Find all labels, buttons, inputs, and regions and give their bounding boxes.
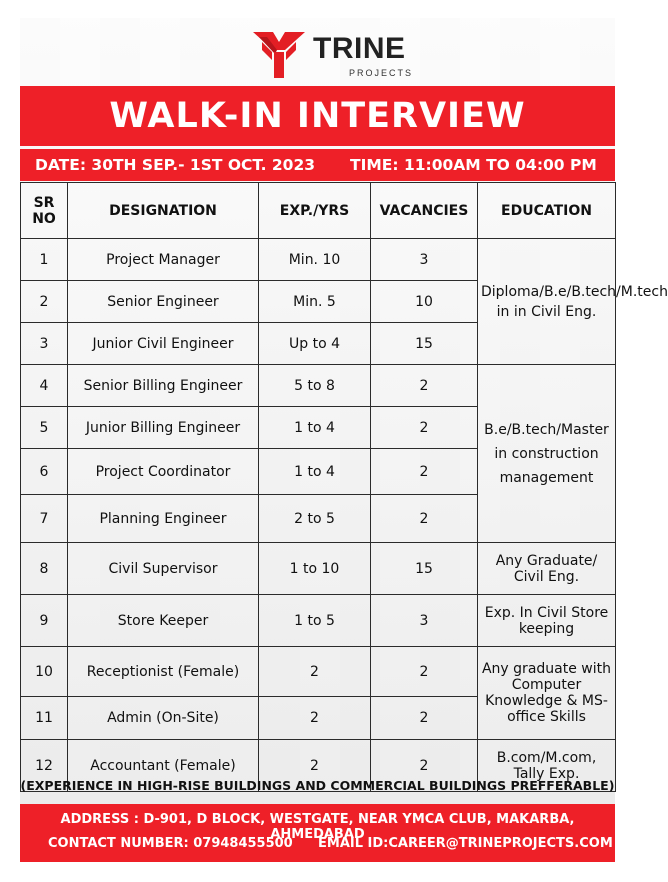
designation: Accountant (Female)	[68, 740, 259, 792]
sr-no: 5	[21, 407, 68, 449]
vacancies: 2	[371, 647, 478, 697]
sr-no: 12	[21, 740, 68, 792]
sr-no: 3	[21, 323, 68, 365]
experience-note: (EXPERIENCE IN HIGH-RISE BUILDINGS AND COMMERCIAL BUILDINGS PREFFERABLE)	[20, 778, 615, 793]
trine-logo-icon	[253, 30, 305, 78]
poster	[20, 18, 668, 862]
sr-no: 7	[21, 495, 68, 543]
designation: Admin (On-Site)	[68, 697, 259, 740]
vacancies: 15	[371, 543, 478, 595]
sr-no: 1	[21, 239, 68, 281]
vacancies: 2	[371, 697, 478, 740]
interview-date: DATE: 30TH SEP.- 1ST OCT. 2023	[35, 156, 316, 174]
header-education: EDUCATION	[478, 183, 616, 239]
address: ADDRESS : D-901, D BLOCK, WESTGATE, NEAR YMCA CLUB, MAKARBA, AHMEDABAD	[60, 812, 575, 842]
brand-name: TRINE	[313, 32, 406, 65]
contact-footer	[20, 804, 615, 862]
designation: Senior Billing Engineer	[68, 365, 259, 407]
vacancies: 3	[371, 595, 478, 647]
education-civil-eng: Diploma/B.e/B.tech/M.tech in in Civil Eng.	[478, 239, 616, 365]
sr-no: 10	[21, 647, 68, 697]
experience: 2	[259, 647, 371, 697]
vacancies: 2	[371, 365, 478, 407]
designation: Senior Engineer	[68, 281, 259, 323]
education-any-graduate: Any Graduate/ Civil Eng.	[478, 543, 616, 595]
vacancies: 2	[371, 449, 478, 495]
brand-logo	[253, 30, 423, 80]
header-designation: DESIGNATION	[68, 183, 259, 239]
sr-no: 4	[21, 365, 68, 407]
sr-no: 11	[21, 697, 68, 740]
header-sr-no: SR NO	[21, 183, 68, 239]
vacancies: 2	[371, 407, 478, 449]
experience: Min. 5	[259, 281, 371, 323]
table-row	[21, 365, 616, 407]
vacancies: 10	[371, 281, 478, 323]
designation: Project Manager	[68, 239, 259, 281]
designation: Civil Supervisor	[68, 543, 259, 595]
vacancy-table	[20, 182, 668, 792]
education-commerce: B.com/M.com, Tally Exp.	[478, 740, 616, 792]
email-address: EMAIL ID:CAREER@TRINEPROJECTS.COM	[318, 836, 613, 851]
experience: 2	[259, 740, 371, 792]
designation: Junior Civil Engineer	[68, 323, 259, 365]
brand-subtitle: PROJECTS	[349, 68, 414, 78]
designation: Planning Engineer	[68, 495, 259, 543]
sr-no: 8	[21, 543, 68, 595]
experience: 2 to 5	[259, 495, 371, 543]
experience: Up to 4	[259, 323, 371, 365]
education-computer-knowledge: Any graduate with Computer Knowledge & MS-office Skills	[478, 647, 616, 740]
page-title: WALK-IN INTERVIEW	[20, 86, 615, 146]
vacancies: 2	[371, 740, 478, 792]
experience: Min. 10	[259, 239, 371, 281]
designation: Junior Billing Engineer	[68, 407, 259, 449]
designation: Store Keeper	[68, 595, 259, 647]
education-construction-mgmt: B.e/B.tech/Master in construction management	[478, 365, 616, 543]
experience: 1 to 4	[259, 407, 371, 449]
experience: 2	[259, 697, 371, 740]
contact-number: CONTACT NUMBER: 07948455500	[48, 836, 293, 851]
experience: 1 to 5	[259, 595, 371, 647]
experience: 1 to 4	[259, 449, 371, 495]
schedule-bar	[20, 149, 615, 181]
designation: Receptionist (Female)	[68, 647, 259, 697]
header-experience: EXP./YRS	[259, 183, 371, 239]
vacancies: 3	[371, 239, 478, 281]
header-vacancies: VACANCIES	[371, 183, 478, 239]
table-row	[21, 595, 616, 647]
table-row	[21, 543, 616, 595]
sr-no: 6	[21, 449, 68, 495]
vacancies: 2	[371, 495, 478, 543]
table-header-row	[21, 183, 616, 239]
table-row	[21, 647, 616, 697]
vacancies: 15	[371, 323, 478, 365]
experience: 1 to 10	[259, 543, 371, 595]
sr-no: 2	[21, 281, 68, 323]
interview-time: TIME: 11:00AM TO 04:00 PM	[350, 156, 597, 174]
experience: 5 to 8	[259, 365, 371, 407]
education-store-keeping: Exp. In Civil Store keeping	[478, 595, 616, 647]
designation: Project Coordinator	[68, 449, 259, 495]
table-row	[21, 239, 616, 281]
sr-no: 9	[21, 595, 68, 647]
